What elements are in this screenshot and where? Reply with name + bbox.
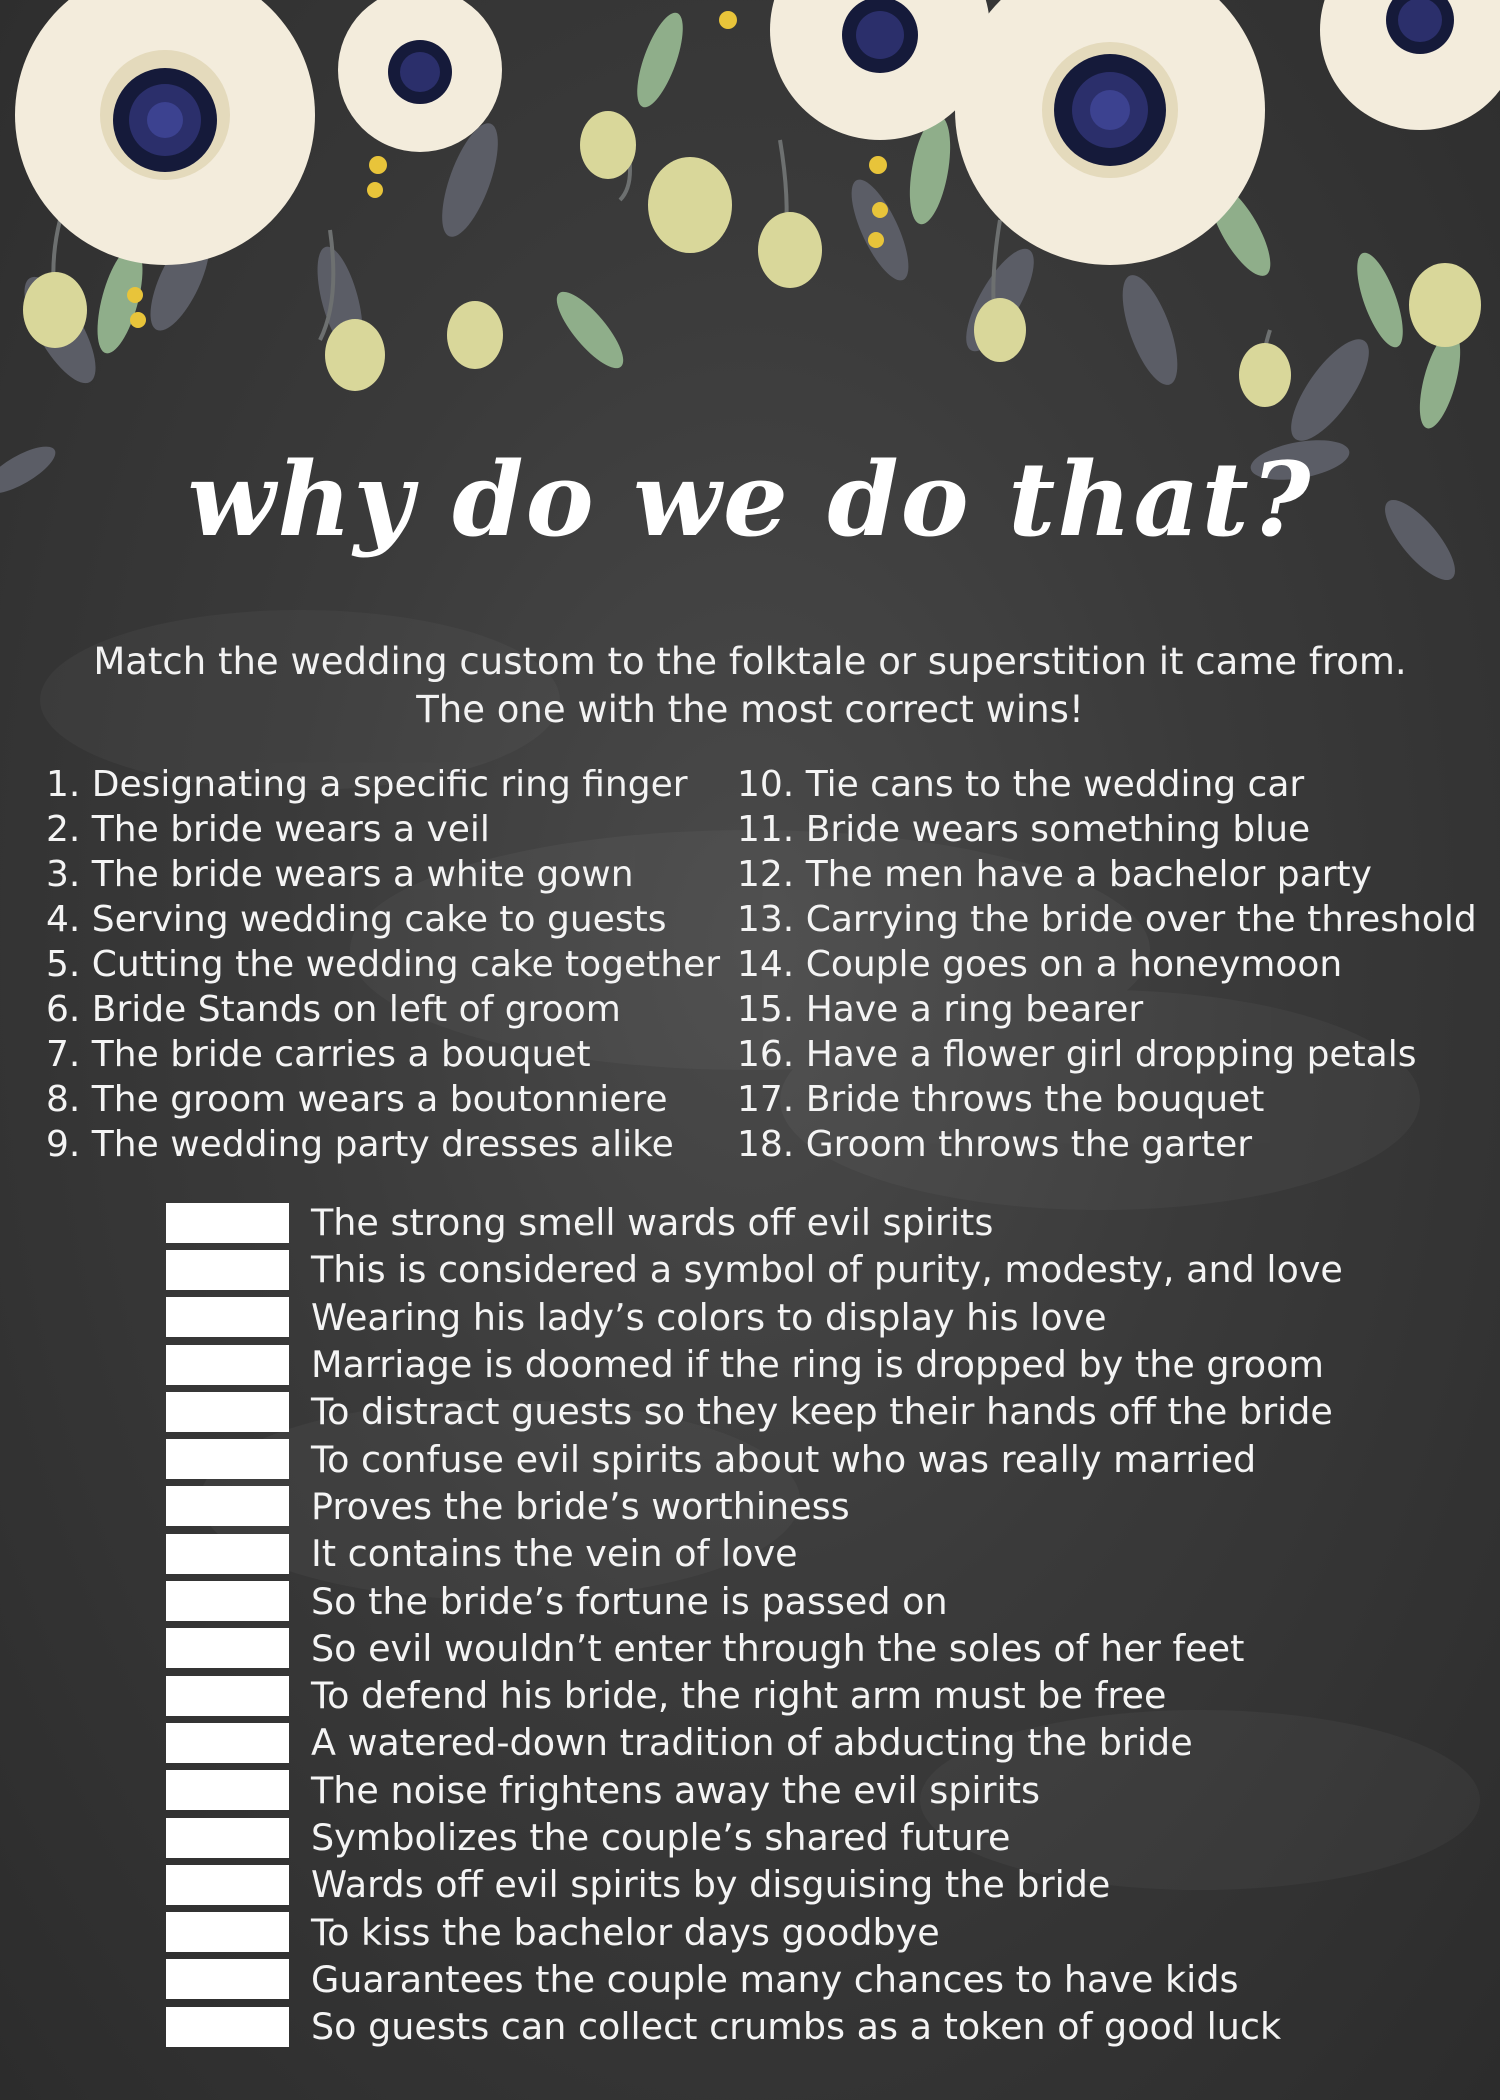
- answer-row: [166, 1199, 994, 1246]
- instructions-line-2: The one with the most correct wins!: [416, 688, 1084, 731]
- custom-item: 15. Have a ring bearer: [737, 989, 1144, 1030]
- reason-text: Symbolizes the couple’s shared future: [311, 1816, 1011, 1859]
- answer-row: [166, 1767, 1041, 1814]
- reason-text: So guests can collect crumbs as a token of good luck: [311, 2005, 1282, 2049]
- custom-item: 5. Cutting the wedding cake together: [46, 944, 721, 985]
- answer-input[interactable]: [166, 1959, 289, 1999]
- answer-row: [166, 1719, 1193, 1766]
- reason-text: So evil wouldn’t enter through the soles of her feet: [311, 1626, 1245, 1670]
- custom-item: 11. Bride wears something blue: [737, 809, 1311, 850]
- answer-input[interactable]: [166, 1392, 289, 1432]
- answer-row: [166, 1814, 1011, 1861]
- answer-input[interactable]: [166, 1628, 289, 1668]
- custom-item: 2. The bride wears a veil: [46, 809, 490, 850]
- custom-item: 10. Tie cans to the wedding car: [737, 764, 1305, 805]
- answer-row: [166, 1861, 1111, 1908]
- answer-input[interactable]: [166, 1770, 289, 1810]
- answer-row: [166, 1625, 1245, 1672]
- answer-row: [166, 1246, 1343, 1293]
- answer-row: [166, 1672, 1167, 1719]
- answer-input[interactable]: [166, 1912, 289, 1952]
- answer-row: [166, 2003, 1282, 2050]
- reason-text: It contains the vein of love: [311, 1532, 798, 1576]
- customs-list-right: [737, 762, 1477, 1167]
- reason-text: Proves the bride’s worthiness: [311, 1484, 850, 1528]
- answer-row: [166, 1530, 798, 1577]
- answer-input[interactable]: [166, 1203, 289, 1243]
- custom-item: 8. The groom wears a boutonniere: [46, 1079, 668, 1120]
- page-title: why do we do that?: [187, 440, 1313, 560]
- answer-input[interactable]: [166, 1250, 289, 1290]
- reason-text: This is considered a symbol of purity, modesty, and love: [311, 1248, 1343, 1292]
- custom-item: 4. Serving wedding cake to guests: [46, 899, 667, 940]
- custom-item: 7. The bride carries a bouquet: [46, 1034, 591, 1075]
- reason-text: The strong smell wards off evil spirits: [311, 1201, 994, 1245]
- answer-input[interactable]: [166, 1345, 289, 1385]
- custom-item: 1. Designating a specific ring finger: [46, 764, 688, 805]
- custom-item: 16. Have a flower girl dropping petals: [737, 1034, 1417, 1075]
- answer-row: [166, 1908, 940, 1955]
- answer-row: [166, 1577, 948, 1624]
- answer-input[interactable]: [166, 1486, 289, 1526]
- reason-text: Wards off evil spirits by disguising the bride: [311, 1863, 1111, 1907]
- answer-row: [166, 1435, 1257, 1482]
- reason-text: A watered-down tradition of abducting the bride: [311, 1721, 1193, 1765]
- answer-input[interactable]: [166, 1818, 289, 1858]
- answer-input[interactable]: [166, 1439, 289, 1479]
- reason-text: To kiss the bachelor days goodbye: [311, 1910, 940, 1954]
- reason-text: The noise frightens away the evil spirits: [311, 1768, 1041, 1812]
- customs-list-left: [46, 762, 720, 1167]
- reason-text: Guarantees the couple many chances to have kids: [311, 1957, 1239, 2001]
- custom-item: 6. Bride Stands on left of groom: [46, 989, 621, 1030]
- answer-input[interactable]: [166, 1581, 289, 1621]
- answer-row: [166, 1388, 1333, 1435]
- reason-text: Marriage is doomed if the ring is dropped by the groom: [311, 1343, 1324, 1387]
- custom-item: 9. The wedding party dresses alike: [46, 1124, 674, 1165]
- answer-row: [166, 1956, 1239, 2003]
- reason-text: Wearing his lady’s colors to display his love: [311, 1295, 1107, 1339]
- answer-row: [166, 1483, 850, 1530]
- custom-item: 14. Couple goes on a honeymoon: [737, 944, 1343, 985]
- custom-item: 18. Groom throws the garter: [737, 1124, 1253, 1165]
- answer-input[interactable]: [166, 1865, 289, 1905]
- instructions-line-1: Match the wedding custom to the folktale or superstition it came from.: [93, 640, 1407, 683]
- answer-row: [166, 1341, 1324, 1388]
- answer-list: [166, 1199, 1343, 2050]
- reason-text: To defend his bride, the right arm must be free: [311, 1674, 1167, 1718]
- answer-input[interactable]: [166, 1297, 289, 1337]
- answer-input[interactable]: [166, 2007, 289, 2047]
- custom-item: 17. Bride throws the bouquet: [737, 1079, 1265, 1120]
- custom-item: 12. The men have a bachelor party: [737, 854, 1372, 895]
- reason-text: To confuse evil spirits about who was really married: [311, 1437, 1257, 1481]
- reason-text: So the bride’s fortune is passed on: [311, 1579, 948, 1623]
- reason-text: To distract guests so they keep their hands off the bride: [311, 1390, 1333, 1434]
- custom-item: 13. Carrying the bride over the threshold: [737, 899, 1477, 940]
- answer-row: [166, 1294, 1107, 1341]
- answer-input[interactable]: [166, 1723, 289, 1763]
- answer-input[interactable]: [166, 1534, 289, 1574]
- answer-input[interactable]: [166, 1676, 289, 1716]
- custom-item: 3. The bride wears a white gown: [46, 854, 634, 895]
